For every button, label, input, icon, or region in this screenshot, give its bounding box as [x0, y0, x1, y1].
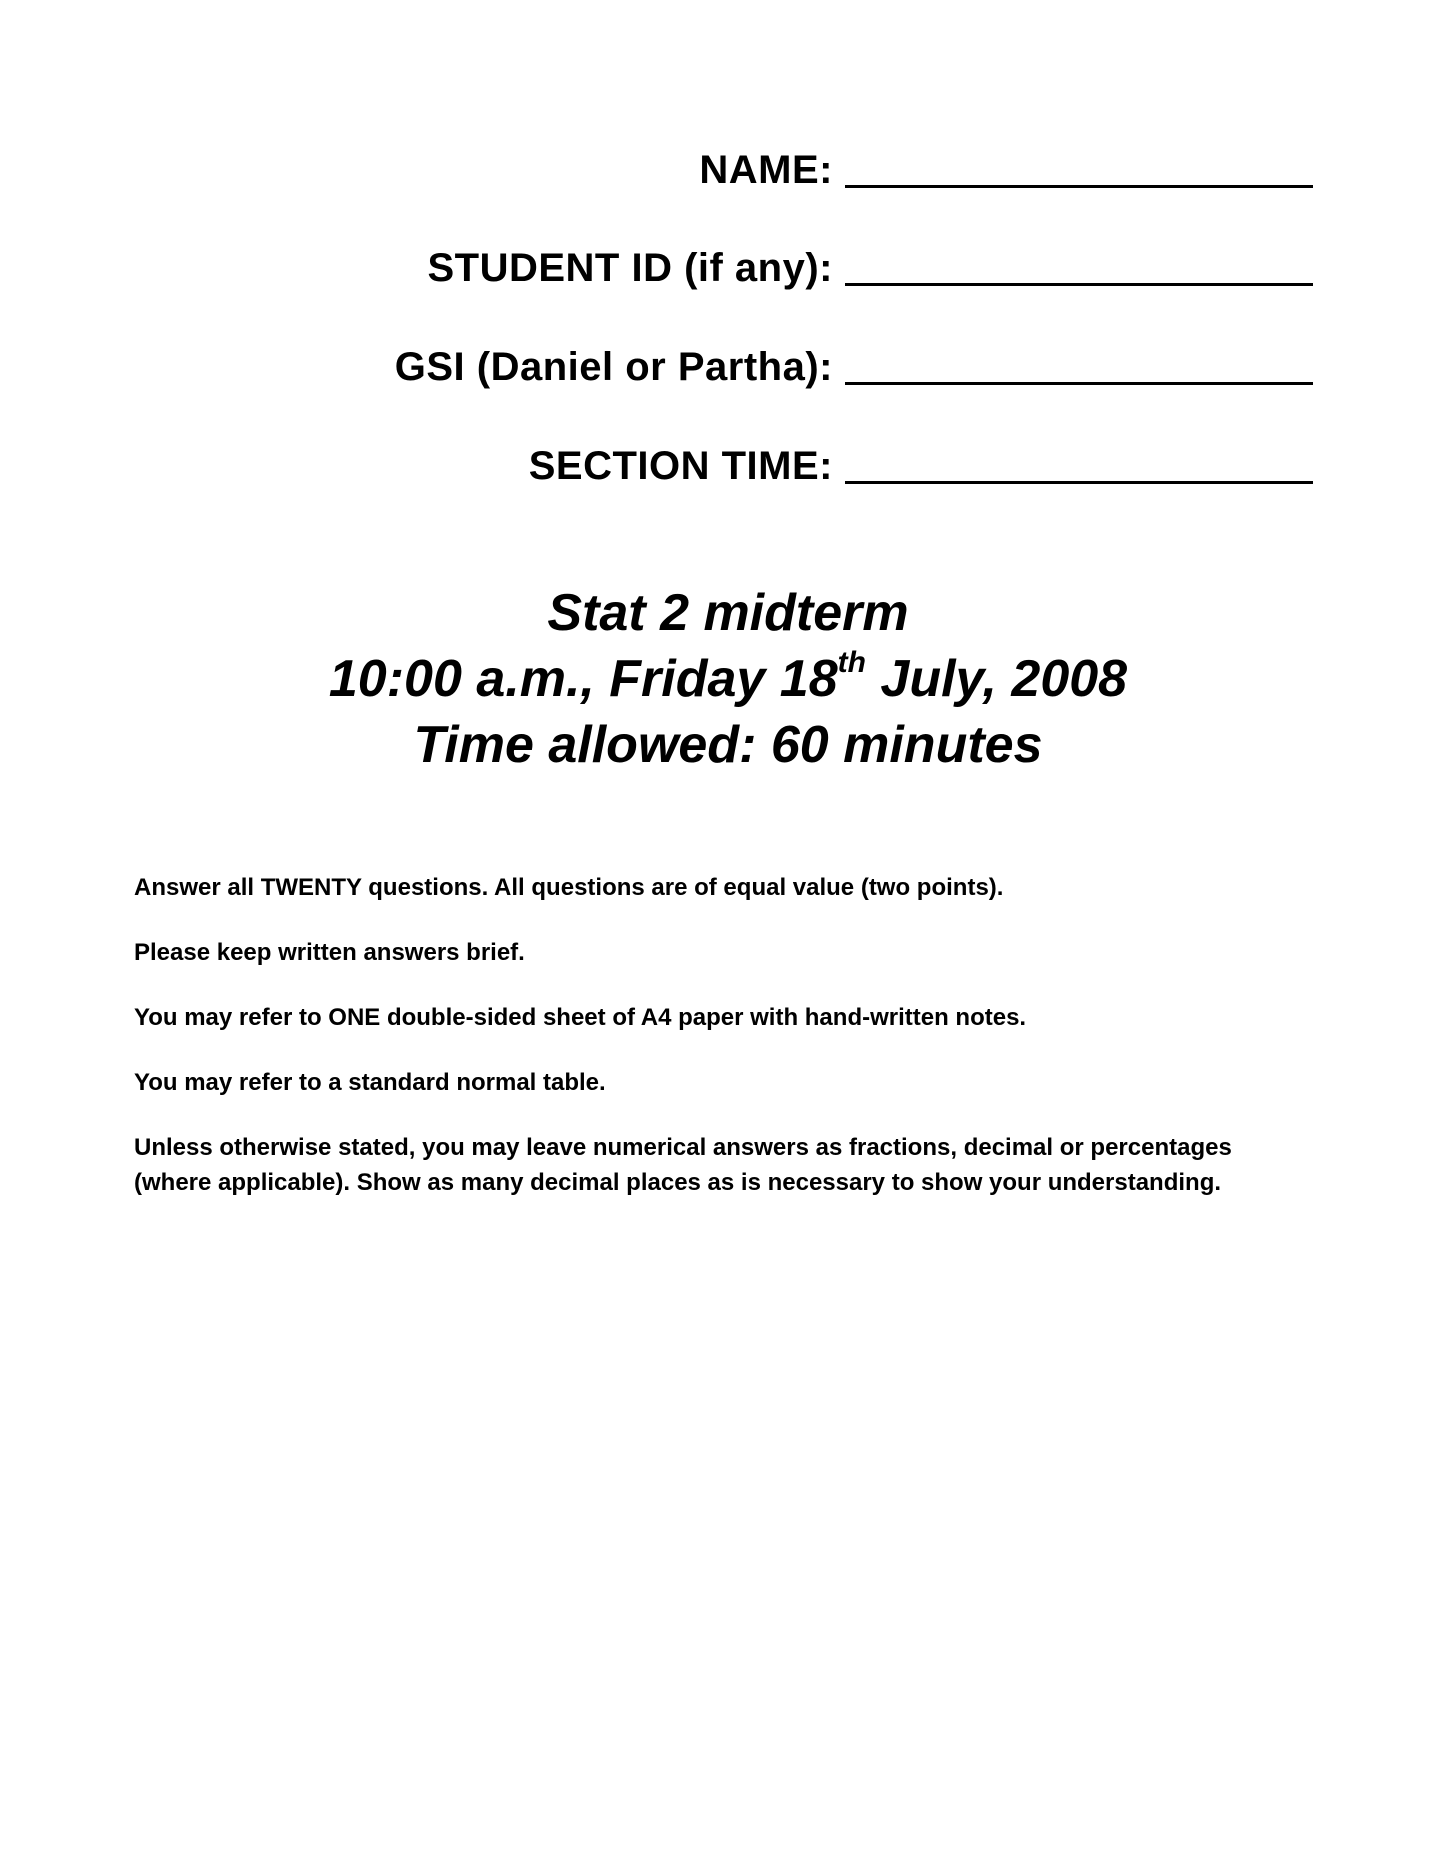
instruction-item: Answer all TWENTY questions. All questions are of equal value (two points). [134, 874, 1004, 901]
student-id-blank-line[interactable] [845, 283, 1313, 286]
section-time-field[interactable] [529, 432, 1313, 488]
instruction-item: Unless otherwise stated, you may leave numerical answers as fractions, decimal or percentages (where applicable). Show as many decimal places as is necessary to show your understanding. [134, 1134, 1232, 1196]
exam-date-line [0, 646, 1456, 712]
instruction-item: You may refer to a standard normal table. [134, 1069, 606, 1096]
name-label: NAME: [699, 148, 833, 192]
instruction-item: Please keep written answers brief. [134, 939, 525, 966]
exam-date-prefix: 10:00 a.m., Friday 18 [328, 650, 838, 708]
instructions-list [134, 870, 1294, 1230]
gsi-field[interactable] [395, 333, 1313, 389]
gsi-blank-line[interactable] [845, 382, 1313, 385]
gsi-label: GSI (Daniel or Partha): [394, 345, 833, 389]
exam-date-suffix: July, 2008 [865, 650, 1128, 708]
student-id-field[interactable] [427, 234, 1313, 290]
exam-title: Stat 2 midterm [547, 584, 909, 642]
exam-duration: Time allowed: 60 minutes [413, 716, 1043, 774]
section-time-label: SECTION TIME: [528, 444, 833, 488]
exam-date-ordinal: th [837, 645, 866, 679]
section-time-blank-line[interactable] [845, 481, 1313, 484]
student-id-label: STUDENT ID (if any): [427, 246, 833, 290]
exam-title-block [0, 580, 1456, 778]
instruction-item: You may refer to ONE double-sided sheet of A4 paper with hand-written notes. [134, 1004, 1027, 1031]
name-field[interactable] [699, 136, 1313, 192]
name-blank-line[interactable] [845, 185, 1313, 188]
